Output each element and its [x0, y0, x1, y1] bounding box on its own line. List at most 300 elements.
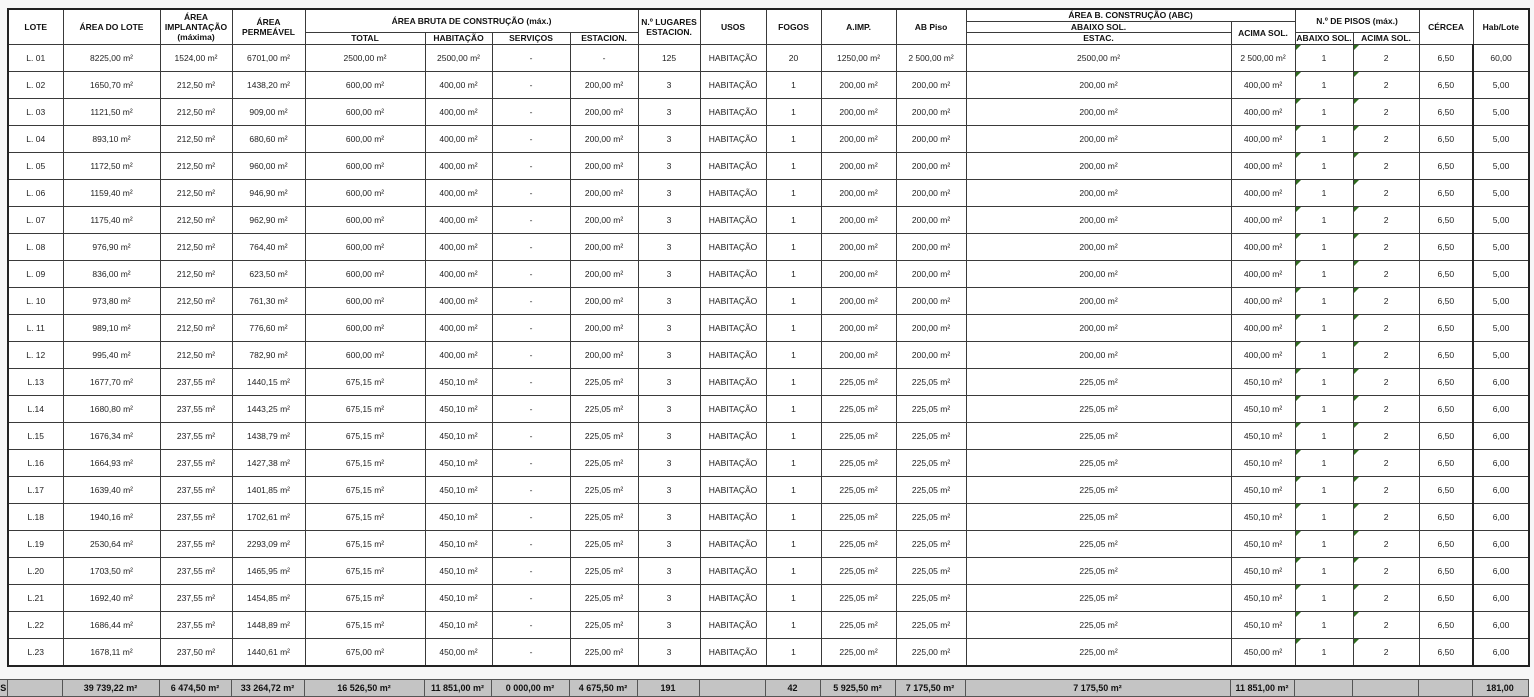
- cell-lugares[interactable]: 3: [638, 449, 700, 476]
- cell-area-permeavel[interactable]: 6701,00 m²: [232, 44, 305, 71]
- cell-servicos[interactable]: -: [492, 152, 570, 179]
- cell-pisos-abaixo[interactable]: 1: [1295, 557, 1353, 584]
- cell-estacion[interactable]: 200,00 m²: [570, 98, 638, 125]
- cell-estacion[interactable]: 200,00 m²: [570, 287, 638, 314]
- cell-ab-piso[interactable]: 225,05 m²: [896, 584, 966, 611]
- cell-pisos-abaixo[interactable]: 1: [1295, 233, 1353, 260]
- cell-usos[interactable]: HABITAÇÃO: [700, 503, 766, 530]
- cell-usos[interactable]: HABITAÇÃO: [700, 260, 766, 287]
- cell-cercea[interactable]: 6,50: [1419, 395, 1473, 422]
- cell-fogos[interactable]: 1: [766, 179, 821, 206]
- cell-area-lote[interactable]: 976,90 m²: [63, 233, 160, 260]
- cell-ab-piso[interactable]: 200,00 m²: [896, 314, 966, 341]
- cell-cercea[interactable]: 6,50: [1419, 638, 1473, 666]
- cell-lote[interactable]: L. 03: [8, 98, 63, 125]
- cell-lote[interactable]: L.13: [8, 368, 63, 395]
- cell-pisos-abaixo[interactable]: 1: [1295, 98, 1353, 125]
- cell-acima-sol[interactable]: 450,10 m²: [1231, 584, 1295, 611]
- cell-pisos-abaixo[interactable]: 1: [1295, 503, 1353, 530]
- cell-acima-sol[interactable]: 450,10 m²: [1231, 557, 1295, 584]
- cell-area-implantacao[interactable]: 212,50 m²: [160, 233, 232, 260]
- cell-pisos-abaixo[interactable]: 1: [1295, 638, 1353, 666]
- cell-pisos-abaixo[interactable]: 1: [1295, 422, 1353, 449]
- cell-estacion[interactable]: 225,05 m²: [570, 584, 638, 611]
- cell-ab-piso[interactable]: 200,00 m²: [896, 98, 966, 125]
- cell-pisos-acima[interactable]: 2: [1353, 314, 1419, 341]
- cell-area-permeavel[interactable]: 1465,95 m²: [232, 557, 305, 584]
- cell-estac[interactable]: 200,00 m²: [966, 233, 1231, 260]
- cell-lugares[interactable]: 125: [638, 44, 700, 71]
- cell-habitacao[interactable]: 400,00 m²: [425, 341, 492, 368]
- cell-ab-piso[interactable]: 225,05 m²: [896, 530, 966, 557]
- cell-usos[interactable]: HABITAÇÃO: [700, 125, 766, 152]
- cell-cercea[interactable]: 6,50: [1419, 314, 1473, 341]
- cell-pisos-abaixo[interactable]: 1: [1295, 260, 1353, 287]
- cell-area-implantacao[interactable]: 212,50 m²: [160, 206, 232, 233]
- cell-area-lote[interactable]: 973,80 m²: [63, 287, 160, 314]
- cell-usos[interactable]: HABITAÇÃO: [700, 233, 766, 260]
- cell-area-lote[interactable]: 1175,40 m²: [63, 206, 160, 233]
- cell-hab-lote[interactable]: 5,00: [1473, 98, 1529, 125]
- cell-estac[interactable]: 225,00 m²: [966, 638, 1231, 666]
- cell-servicos[interactable]: -: [492, 71, 570, 98]
- cell-total[interactable]: 675,00 m²: [305, 638, 425, 666]
- cell-lugares[interactable]: 3: [638, 503, 700, 530]
- cell-aimp[interactable]: 225,05 m²: [821, 395, 896, 422]
- cell-total[interactable]: 675,15 m²: [305, 395, 425, 422]
- cell-ab-piso[interactable]: 225,05 m²: [896, 476, 966, 503]
- cell-lugares[interactable]: 3: [638, 638, 700, 666]
- cell-pisos-acima[interactable]: 2: [1353, 152, 1419, 179]
- cell-estacion[interactable]: 225,05 m²: [570, 611, 638, 638]
- cell-hab-lote[interactable]: 6,00: [1473, 422, 1529, 449]
- cell-area-implantacao[interactable]: 212,50 m²: [160, 71, 232, 98]
- cell-habitacao[interactable]: 400,00 m²: [425, 260, 492, 287]
- cell-acima-sol[interactable]: 450,10 m²: [1231, 503, 1295, 530]
- cell-aimp[interactable]: 200,00 m²: [821, 71, 896, 98]
- cell-estacion[interactable]: 225,05 m²: [570, 503, 638, 530]
- cell-estac[interactable]: 225,05 m²: [966, 557, 1231, 584]
- cell-ab-piso[interactable]: 200,00 m²: [896, 71, 966, 98]
- cell-aimp[interactable]: 225,05 m²: [821, 449, 896, 476]
- cell-lote[interactable]: L.20: [8, 557, 63, 584]
- cell-habitacao[interactable]: 400,00 m²: [425, 206, 492, 233]
- cell-lugares[interactable]: 3: [638, 287, 700, 314]
- cell-area-permeavel[interactable]: 1401,85 m²: [232, 476, 305, 503]
- cell-area-implantacao[interactable]: 237,50 m²: [160, 638, 232, 666]
- cell-total[interactable]: 600,00 m²: [305, 98, 425, 125]
- cell-area-lote[interactable]: 1172,50 m²: [63, 152, 160, 179]
- cell-hab-lote[interactable]: 5,00: [1473, 179, 1529, 206]
- cell-aimp[interactable]: 200,00 m²: [821, 314, 896, 341]
- cell-cercea[interactable]: 6,50: [1419, 422, 1473, 449]
- cell-area-lote[interactable]: 1639,40 m²: [63, 476, 160, 503]
- cell-aimp[interactable]: 200,00 m²: [821, 152, 896, 179]
- cell-total[interactable]: 675,15 m²: [305, 557, 425, 584]
- cell-lugares[interactable]: 3: [638, 530, 700, 557]
- cell-pisos-acima[interactable]: 2: [1353, 584, 1419, 611]
- cell-estac[interactable]: 200,00 m²: [966, 98, 1231, 125]
- cell-acima-sol[interactable]: 450,10 m²: [1231, 395, 1295, 422]
- cell-servicos[interactable]: -: [492, 638, 570, 666]
- cell-pisos-acima[interactable]: 2: [1353, 71, 1419, 98]
- cell-estac[interactable]: 225,05 m²: [966, 611, 1231, 638]
- cell-fogos[interactable]: 1: [766, 449, 821, 476]
- cell-fogos[interactable]: 1: [766, 125, 821, 152]
- cell-area-implantacao[interactable]: 1524,00 m²: [160, 44, 232, 71]
- cell-usos[interactable]: HABITAÇÃO: [700, 368, 766, 395]
- cell-fogos[interactable]: 1: [766, 530, 821, 557]
- cell-total[interactable]: 600,00 m²: [305, 341, 425, 368]
- cell-lugares[interactable]: 3: [638, 98, 700, 125]
- cell-lote[interactable]: L.22: [8, 611, 63, 638]
- cell-usos[interactable]: HABITAÇÃO: [700, 206, 766, 233]
- cell-total[interactable]: 675,15 m²: [305, 530, 425, 557]
- cell-cercea[interactable]: 6,50: [1419, 611, 1473, 638]
- cell-habitacao[interactable]: 450,10 m²: [425, 557, 492, 584]
- cell-pisos-acima[interactable]: 2: [1353, 98, 1419, 125]
- cell-area-lote[interactable]: 1686,44 m²: [63, 611, 160, 638]
- cell-fogos[interactable]: 1: [766, 233, 821, 260]
- cell-total[interactable]: 600,00 m²: [305, 179, 425, 206]
- cell-usos[interactable]: HABITAÇÃO: [700, 530, 766, 557]
- cell-area-permeavel[interactable]: 761,30 m²: [232, 287, 305, 314]
- cell-pisos-acima[interactable]: 2: [1353, 422, 1419, 449]
- cell-aimp[interactable]: 200,00 m²: [821, 179, 896, 206]
- cell-usos[interactable]: HABITAÇÃO: [700, 449, 766, 476]
- cell-aimp[interactable]: 200,00 m²: [821, 341, 896, 368]
- cell-usos[interactable]: HABITAÇÃO: [700, 152, 766, 179]
- cell-servicos[interactable]: -: [492, 125, 570, 152]
- cell-pisos-abaixo[interactable]: 1: [1295, 584, 1353, 611]
- cell-lugares[interactable]: 3: [638, 557, 700, 584]
- cell-area-permeavel[interactable]: 1438,20 m²: [232, 71, 305, 98]
- cell-acima-sol[interactable]: 400,00 m²: [1231, 233, 1295, 260]
- cell-usos[interactable]: HABITAÇÃO: [700, 476, 766, 503]
- cell-pisos-acima[interactable]: 2: [1353, 368, 1419, 395]
- cell-servicos[interactable]: -: [492, 206, 570, 233]
- cell-total[interactable]: 675,15 m²: [305, 503, 425, 530]
- cell-area-implantacao[interactable]: 237,55 m²: [160, 584, 232, 611]
- cell-fogos[interactable]: 1: [766, 341, 821, 368]
- cell-total[interactable]: 600,00 m²: [305, 71, 425, 98]
- cell-usos[interactable]: HABITAÇÃO: [700, 422, 766, 449]
- cell-area-permeavel[interactable]: 960,00 m²: [232, 152, 305, 179]
- cell-cercea[interactable]: 6,50: [1419, 530, 1473, 557]
- cell-total[interactable]: 2500,00 m²: [305, 44, 425, 71]
- cell-lote[interactable]: L. 08: [8, 233, 63, 260]
- cell-pisos-acima[interactable]: 2: [1353, 341, 1419, 368]
- cell-lugares[interactable]: 3: [638, 395, 700, 422]
- cell-area-lote[interactable]: 1680,80 m²: [63, 395, 160, 422]
- cell-cercea[interactable]: 6,50: [1419, 476, 1473, 503]
- cell-aimp[interactable]: 225,05 m²: [821, 611, 896, 638]
- cell-hab-lote[interactable]: 6,00: [1473, 395, 1529, 422]
- cell-fogos[interactable]: 1: [766, 611, 821, 638]
- cell-hab-lote[interactable]: 5,00: [1473, 341, 1529, 368]
- cell-estac[interactable]: 200,00 m²: [966, 125, 1231, 152]
- cell-pisos-abaixo[interactable]: 1: [1295, 611, 1353, 638]
- cell-total[interactable]: 600,00 m²: [305, 233, 425, 260]
- cell-total[interactable]: 675,15 m²: [305, 449, 425, 476]
- cell-fogos[interactable]: 1: [766, 557, 821, 584]
- cell-fogos[interactable]: 1: [766, 476, 821, 503]
- cell-estac[interactable]: 200,00 m²: [966, 287, 1231, 314]
- cell-ab-piso[interactable]: 225,05 m²: [896, 449, 966, 476]
- cell-usos[interactable]: HABITAÇÃO: [700, 44, 766, 71]
- cell-area-implantacao[interactable]: 212,50 m²: [160, 287, 232, 314]
- cell-lugares[interactable]: 3: [638, 179, 700, 206]
- cell-lugares[interactable]: 3: [638, 584, 700, 611]
- cell-pisos-acima[interactable]: 2: [1353, 206, 1419, 233]
- cell-servicos[interactable]: -: [492, 530, 570, 557]
- cell-pisos-abaixo[interactable]: 1: [1295, 206, 1353, 233]
- cell-lote[interactable]: L. 11: [8, 314, 63, 341]
- cell-estac[interactable]: 200,00 m²: [966, 206, 1231, 233]
- cell-cercea[interactable]: 6,50: [1419, 44, 1473, 71]
- cell-cercea[interactable]: 6,50: [1419, 584, 1473, 611]
- cell-servicos[interactable]: -: [492, 584, 570, 611]
- cell-pisos-abaixo[interactable]: 1: [1295, 287, 1353, 314]
- cell-acima-sol[interactable]: 450,10 m²: [1231, 368, 1295, 395]
- cell-estac[interactable]: 225,05 m²: [966, 584, 1231, 611]
- cell-ab-piso[interactable]: 2 500,00 m²: [896, 44, 966, 71]
- cell-habitacao[interactable]: 450,10 m²: [425, 530, 492, 557]
- cell-usos[interactable]: HABITAÇÃO: [700, 314, 766, 341]
- cell-ab-piso[interactable]: 200,00 m²: [896, 287, 966, 314]
- cell-area-permeavel[interactable]: 623,50 m²: [232, 260, 305, 287]
- cell-lugares[interactable]: 3: [638, 368, 700, 395]
- cell-estacion[interactable]: 225,05 m²: [570, 530, 638, 557]
- cell-lugares[interactable]: 3: [638, 422, 700, 449]
- cell-acima-sol[interactable]: 400,00 m²: [1231, 125, 1295, 152]
- cell-lote[interactable]: L.21: [8, 584, 63, 611]
- cell-estacion[interactable]: 200,00 m²: [570, 179, 638, 206]
- cell-lugares[interactable]: 3: [638, 341, 700, 368]
- cell-estacion[interactable]: 225,00 m²: [570, 638, 638, 666]
- cell-habitacao[interactable]: 450,10 m²: [425, 368, 492, 395]
- cell-estacion[interactable]: 225,05 m²: [570, 476, 638, 503]
- cell-acima-sol[interactable]: 450,00 m²: [1231, 638, 1295, 666]
- cell-pisos-acima[interactable]: 2: [1353, 395, 1419, 422]
- cell-cercea[interactable]: 6,50: [1419, 233, 1473, 260]
- cell-area-implantacao[interactable]: 212,50 m²: [160, 152, 232, 179]
- cell-fogos[interactable]: 1: [766, 422, 821, 449]
- cell-area-lote[interactable]: 1703,50 m²: [63, 557, 160, 584]
- cell-habitacao[interactable]: 400,00 m²: [425, 233, 492, 260]
- cell-estac[interactable]: 2500,00 m²: [966, 44, 1231, 71]
- cell-ab-piso[interactable]: 225,05 m²: [896, 557, 966, 584]
- cell-servicos[interactable]: -: [492, 44, 570, 71]
- cell-hab-lote[interactable]: 6,00: [1473, 611, 1529, 638]
- cell-ab-piso[interactable]: 225,05 m²: [896, 395, 966, 422]
- cell-area-permeavel[interactable]: 1440,61 m²: [232, 638, 305, 666]
- cell-estac[interactable]: 200,00 m²: [966, 71, 1231, 98]
- cell-pisos-acima[interactable]: 2: [1353, 638, 1419, 666]
- cell-area-permeavel[interactable]: 764,40 m²: [232, 233, 305, 260]
- cell-ab-piso[interactable]: 200,00 m²: [896, 206, 966, 233]
- cell-lote[interactable]: L.23: [8, 638, 63, 666]
- cell-estac[interactable]: 225,05 m²: [966, 395, 1231, 422]
- cell-estac[interactable]: 225,05 m²: [966, 530, 1231, 557]
- cell-ab-piso[interactable]: 225,00 m²: [896, 638, 966, 666]
- cell-estacion[interactable]: 225,05 m²: [570, 395, 638, 422]
- cell-area-lote[interactable]: 1664,93 m²: [63, 449, 160, 476]
- cell-fogos[interactable]: 1: [766, 260, 821, 287]
- cell-hab-lote[interactable]: 5,00: [1473, 152, 1529, 179]
- cell-servicos[interactable]: -: [492, 422, 570, 449]
- cell-area-permeavel[interactable]: 1427,38 m²: [232, 449, 305, 476]
- cell-habitacao[interactable]: 450,10 m²: [425, 611, 492, 638]
- cell-cercea[interactable]: 6,50: [1419, 260, 1473, 287]
- cell-fogos[interactable]: 1: [766, 368, 821, 395]
- cell-cercea[interactable]: 6,50: [1419, 179, 1473, 206]
- cell-cercea[interactable]: 6,50: [1419, 98, 1473, 125]
- cell-hab-lote[interactable]: 5,00: [1473, 260, 1529, 287]
- cell-hab-lote[interactable]: 6,00: [1473, 368, 1529, 395]
- cell-area-lote[interactable]: 1677,70 m²: [63, 368, 160, 395]
- cell-hab-lote[interactable]: 6,00: [1473, 557, 1529, 584]
- cell-total[interactable]: 600,00 m²: [305, 314, 425, 341]
- cell-habitacao[interactable]: 400,00 m²: [425, 71, 492, 98]
- cell-pisos-abaixo[interactable]: 1: [1295, 152, 1353, 179]
- cell-area-implantacao[interactable]: 212,50 m²: [160, 179, 232, 206]
- cell-area-implantacao[interactable]: 212,50 m²: [160, 341, 232, 368]
- cell-lote[interactable]: L.19: [8, 530, 63, 557]
- cell-area-permeavel[interactable]: 1448,89 m²: [232, 611, 305, 638]
- cell-area-implantacao[interactable]: 237,55 m²: [160, 368, 232, 395]
- cell-lugares[interactable]: 3: [638, 71, 700, 98]
- cell-lote[interactable]: L. 02: [8, 71, 63, 98]
- cell-pisos-abaixo[interactable]: 1: [1295, 341, 1353, 368]
- cell-habitacao[interactable]: 450,10 m²: [425, 395, 492, 422]
- cell-fogos[interactable]: 1: [766, 503, 821, 530]
- cell-usos[interactable]: HABITAÇÃO: [700, 71, 766, 98]
- cell-area-implantacao[interactable]: 237,55 m²: [160, 395, 232, 422]
- cell-fogos[interactable]: 1: [766, 71, 821, 98]
- cell-estac[interactable]: 225,05 m²: [966, 449, 1231, 476]
- cell-lote[interactable]: L. 01: [8, 44, 63, 71]
- cell-ab-piso[interactable]: 200,00 m²: [896, 125, 966, 152]
- cell-servicos[interactable]: -: [492, 503, 570, 530]
- cell-cercea[interactable]: 6,50: [1419, 557, 1473, 584]
- cell-pisos-abaixo[interactable]: 1: [1295, 530, 1353, 557]
- cell-habitacao[interactable]: 400,00 m²: [425, 179, 492, 206]
- cell-cercea[interactable]: 6,50: [1419, 503, 1473, 530]
- cell-estac[interactable]: 225,05 m²: [966, 503, 1231, 530]
- cell-pisos-abaixo[interactable]: 1: [1295, 476, 1353, 503]
- cell-servicos[interactable]: -: [492, 260, 570, 287]
- cell-habitacao[interactable]: 450,10 m²: [425, 584, 492, 611]
- cell-usos[interactable]: HABITAÇÃO: [700, 584, 766, 611]
- cell-estacion[interactable]: 200,00 m²: [570, 233, 638, 260]
- cell-servicos[interactable]: -: [492, 368, 570, 395]
- cell-area-permeavel[interactable]: 1454,85 m²: [232, 584, 305, 611]
- cell-acima-sol[interactable]: 450,10 m²: [1231, 476, 1295, 503]
- cell-aimp[interactable]: 225,05 m²: [821, 530, 896, 557]
- cell-aimp[interactable]: 200,00 m²: [821, 260, 896, 287]
- cell-estacion[interactable]: 225,05 m²: [570, 422, 638, 449]
- cell-cercea[interactable]: 6,50: [1419, 449, 1473, 476]
- cell-fogos[interactable]: 1: [766, 287, 821, 314]
- cell-habitacao[interactable]: 450,10 m²: [425, 476, 492, 503]
- cell-servicos[interactable]: -: [492, 395, 570, 422]
- cell-estac[interactable]: 200,00 m²: [966, 314, 1231, 341]
- cell-aimp[interactable]: 225,05 m²: [821, 557, 896, 584]
- cell-lugares[interactable]: 3: [638, 125, 700, 152]
- cell-cercea[interactable]: 6,50: [1419, 341, 1473, 368]
- cell-habitacao[interactable]: 450,10 m²: [425, 422, 492, 449]
- cell-usos[interactable]: HABITAÇÃO: [700, 611, 766, 638]
- cell-area-lote[interactable]: 995,40 m²: [63, 341, 160, 368]
- cell-ab-piso[interactable]: 225,05 m²: [896, 422, 966, 449]
- cell-area-implantacao[interactable]: 212,50 m²: [160, 314, 232, 341]
- cell-estacion[interactable]: 200,00 m²: [570, 260, 638, 287]
- cell-acima-sol[interactable]: 400,00 m²: [1231, 98, 1295, 125]
- cell-area-lote[interactable]: 1676,34 m²: [63, 422, 160, 449]
- cell-lugares[interactable]: 3: [638, 260, 700, 287]
- cell-ab-piso[interactable]: 225,05 m²: [896, 503, 966, 530]
- cell-acima-sol[interactable]: 400,00 m²: [1231, 287, 1295, 314]
- cell-aimp[interactable]: 200,00 m²: [821, 287, 896, 314]
- cell-area-permeavel[interactable]: 1440,15 m²: [232, 368, 305, 395]
- cell-aimp[interactable]: 200,00 m²: [821, 125, 896, 152]
- cell-area-lote[interactable]: 989,10 m²: [63, 314, 160, 341]
- cell-cercea[interactable]: 6,50: [1419, 152, 1473, 179]
- cell-area-implantacao[interactable]: 237,55 m²: [160, 611, 232, 638]
- cell-area-permeavel[interactable]: 1438,79 m²: [232, 422, 305, 449]
- cell-servicos[interactable]: -: [492, 476, 570, 503]
- cell-pisos-abaixo[interactable]: 1: [1295, 314, 1353, 341]
- cell-usos[interactable]: HABITAÇÃO: [700, 179, 766, 206]
- cell-cercea[interactable]: 6,50: [1419, 287, 1473, 314]
- cell-usos[interactable]: HABITAÇÃO: [700, 341, 766, 368]
- cell-usos[interactable]: HABITAÇÃO: [700, 98, 766, 125]
- cell-aimp[interactable]: 225,05 m²: [821, 422, 896, 449]
- cell-area-lote[interactable]: 2530,64 m²: [63, 530, 160, 557]
- cell-aimp[interactable]: 200,00 m²: [821, 233, 896, 260]
- cell-pisos-acima[interactable]: 2: [1353, 557, 1419, 584]
- cell-estacion[interactable]: 200,00 m²: [570, 206, 638, 233]
- cell-pisos-acima[interactable]: 2: [1353, 503, 1419, 530]
- cell-fogos[interactable]: 1: [766, 152, 821, 179]
- cell-estacion[interactable]: 200,00 m²: [570, 314, 638, 341]
- cell-pisos-acima[interactable]: 2: [1353, 530, 1419, 557]
- cell-acima-sol[interactable]: 450,10 m²: [1231, 611, 1295, 638]
- cell-pisos-abaixo[interactable]: 1: [1295, 395, 1353, 422]
- cell-estacion[interactable]: -: [570, 44, 638, 71]
- cell-area-lote[interactable]: 1940,16 m²: [63, 503, 160, 530]
- cell-habitacao[interactable]: 450,10 m²: [425, 503, 492, 530]
- cell-servicos[interactable]: -: [492, 98, 570, 125]
- cell-area-permeavel[interactable]: 680,60 m²: [232, 125, 305, 152]
- cell-ab-piso[interactable]: 225,05 m²: [896, 611, 966, 638]
- cell-pisos-acima[interactable]: 2: [1353, 260, 1419, 287]
- cell-estac[interactable]: 200,00 m²: [966, 260, 1231, 287]
- cell-fogos[interactable]: 1: [766, 314, 821, 341]
- cell-area-permeavel[interactable]: 1443,25 m²: [232, 395, 305, 422]
- cell-total[interactable]: 600,00 m²: [305, 206, 425, 233]
- cell-estac[interactable]: 200,00 m²: [966, 179, 1231, 206]
- cell-area-lote[interactable]: 1678,11 m²: [63, 638, 160, 666]
- cell-area-lote[interactable]: 893,10 m²: [63, 125, 160, 152]
- cell-ab-piso[interactable]: 200,00 m²: [896, 233, 966, 260]
- cell-estac[interactable]: 225,05 m²: [966, 422, 1231, 449]
- cell-habitacao[interactable]: 400,00 m²: [425, 287, 492, 314]
- cell-servicos[interactable]: -: [492, 233, 570, 260]
- cell-area-permeavel[interactable]: 776,60 m²: [232, 314, 305, 341]
- cell-fogos[interactable]: 1: [766, 98, 821, 125]
